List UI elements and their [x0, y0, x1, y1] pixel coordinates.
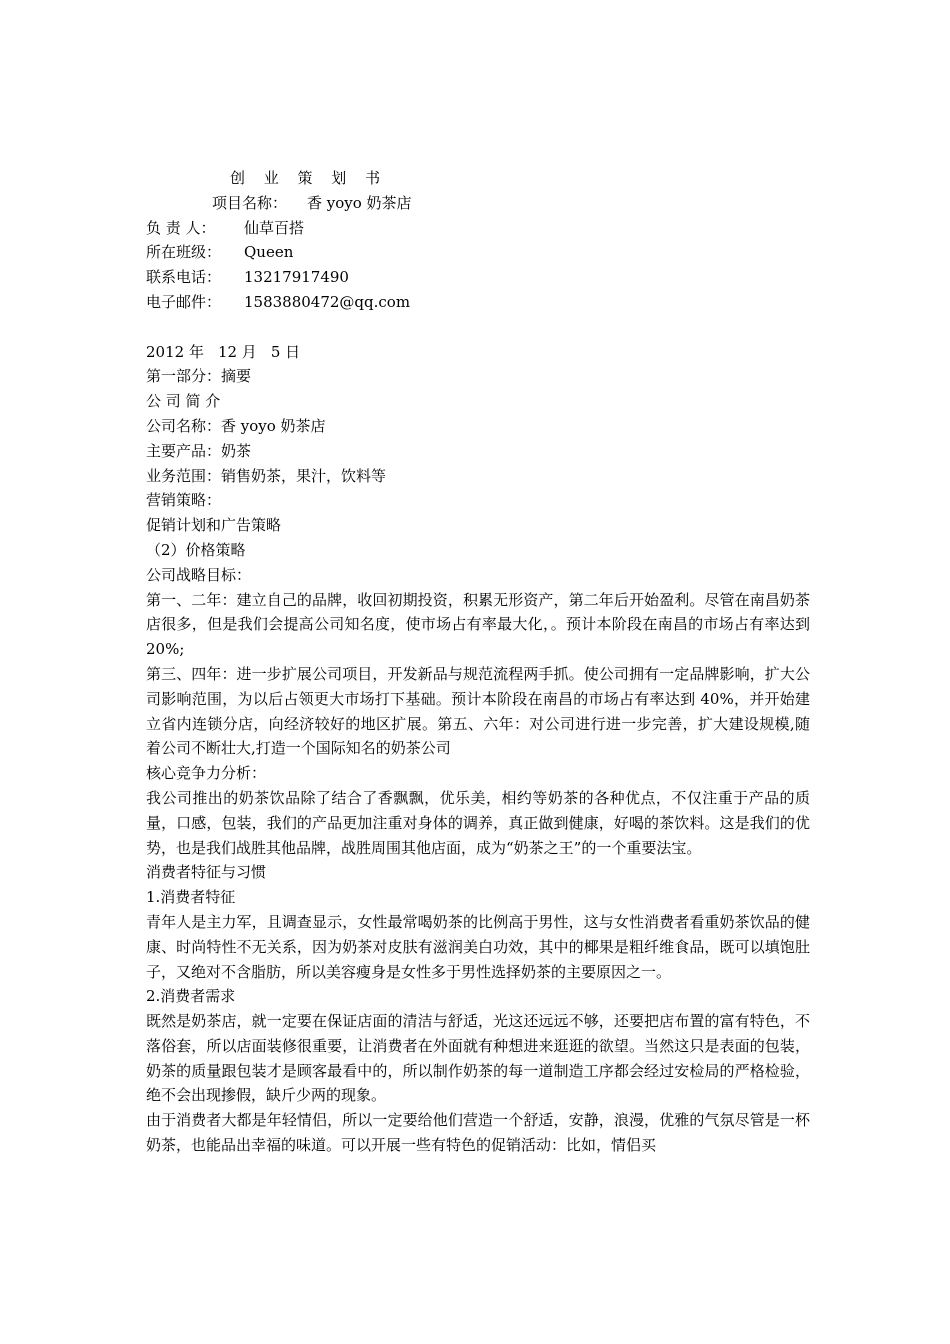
promotion-plan-line: 促销计划和广告策略: [146, 516, 282, 535]
business-scope-line: 业务范围：销售奶茶，果汁，饮料等: [146, 466, 387, 485]
strategy-paragraph-2: 第三、四年：进一步扩展公司项目，开发新品与规范流程两手抓。使公司拥有一定品牌影响，扩大公司影响范围，为以后占领更大市场打下基础。预计本阶段在南昌的市场占有率达到 40%，并开始建立省内连锁分店，向经济较好的地区扩展。第五、六年：对公司进行进一步完善，扩大建设规模,随着公司不断壮大,打造一个国际知名的奶茶公司: [146, 664, 810, 758]
info-value: 仙草百搭: [244, 218, 305, 237]
project-name-label: 项目名称：: [212, 193, 288, 212]
project-name-value: 香 yoyo 奶茶店: [307, 193, 412, 212]
info-value: 1583880472@qq.com: [244, 292, 411, 311]
info-row-phone: [146, 265, 810, 290]
core-competence-paragraph: 我公司推出的奶茶饮品除了结合了香飘飘，优乐美，相约等奶茶的各种优点，不仅注重于产品的质量，口感，包装，我们的产品更加注重对身体的调养，真正做到健康，好喝的茶饮料。这是我们的优势，也是我们战胜其他品牌，战胜周围其他店面，成为“奶茶之王”的一个重要法宝。: [146, 788, 810, 857]
info-label: 联系电话：: [146, 268, 222, 287]
info-row-email: [146, 290, 810, 315]
marketing-strategy-line: 营销策略：: [146, 491, 222, 510]
consumer-atmosphere-paragraph: 由于消费者大都是年轻情侣，所以一定要给他们营造一个舒适，安静，浪漫，优雅的气氛尽管是一杯奶茶，也能品出幸福的味道。可以开展一些有特色的促销活动：比如，情侣买: [146, 1111, 810, 1155]
document-title: 创 业 策 划 书: [230, 169, 388, 187]
core-competence-heading: 核心竞争力分析：: [146, 764, 267, 783]
consumer-features-paragraph: 青年人是主力军，且调查显示，女性最常喝奶茶的比例高于男性，这与女性消费者看重奶茶饮品的健康、时尚特性不无关系，因为奶茶对皮肤有滋润美白功效，其中的椰果是粗纤维食品，既可以填饱肚子，又绝对不含脂肪，所以美容瘦身是女性多于男性选择奶茶的主要原因之一。: [146, 912, 810, 981]
info-row-manager: [146, 216, 810, 241]
info-label: 负 责 人：: [146, 218, 216, 237]
date-month: 12 月: [217, 342, 257, 361]
project-name-row: [146, 191, 810, 216]
info-row-class: [146, 240, 810, 265]
section-heading-summary: 第一部分：摘要: [146, 367, 252, 386]
price-strategy-line: （2）价格策略: [146, 540, 246, 559]
strategy-paragraph-1: 第一、二年：建立自己的品牌，收回初期投资，积累无形资产，第二年后开始盈利。尽管在南昌奶茶店很多，但是我们会提高公司知名度，使市场占有率最大化，。预计本阶段在南昌的市场占有率达到 20%;: [146, 590, 810, 659]
strategy-goals-heading: 公司战略目标：: [146, 565, 252, 584]
blank-line: [146, 315, 810, 340]
consumer-features-heading: 1.消费者特征: [146, 888, 236, 907]
heading-company-intro: 公 司 简 介: [146, 392, 221, 411]
date-day: 5 日: [270, 342, 301, 361]
document-date: [146, 340, 810, 365]
document-body: [146, 166, 810, 1158]
info-value: Queen: [244, 243, 294, 262]
consumer-needs-heading: 2.消费者需求: [146, 987, 236, 1006]
date-year: 2012 年: [146, 342, 204, 361]
company-name-line: 公司名称：香 yoyo 奶茶店: [146, 416, 326, 435]
info-value: 13217917490: [244, 268, 349, 287]
consumer-needs-paragraph: 既然是奶茶店，就一定要在保证店面的清洁与舒适，光这还远远不够，还要把店布置的富有特色，不落俗套，所以店面装修很重要，让消费者在外面就有种想进来逛逛的欲望。当然这只是表面的包装，奶茶的质量跟包装才是顾客最看中的，所以制作奶茶的每一道制造工序都会经过安检局的严格检验，绝不会出现掺假，缺斤少两的现象。: [146, 1012, 810, 1105]
info-label: 所在班级：: [146, 243, 222, 262]
info-label: 电子邮件：: [146, 292, 222, 311]
main-product-line: 主要产品：奶茶: [146, 441, 252, 460]
consumer-heading: 消费者特征与习惯: [146, 863, 267, 882]
